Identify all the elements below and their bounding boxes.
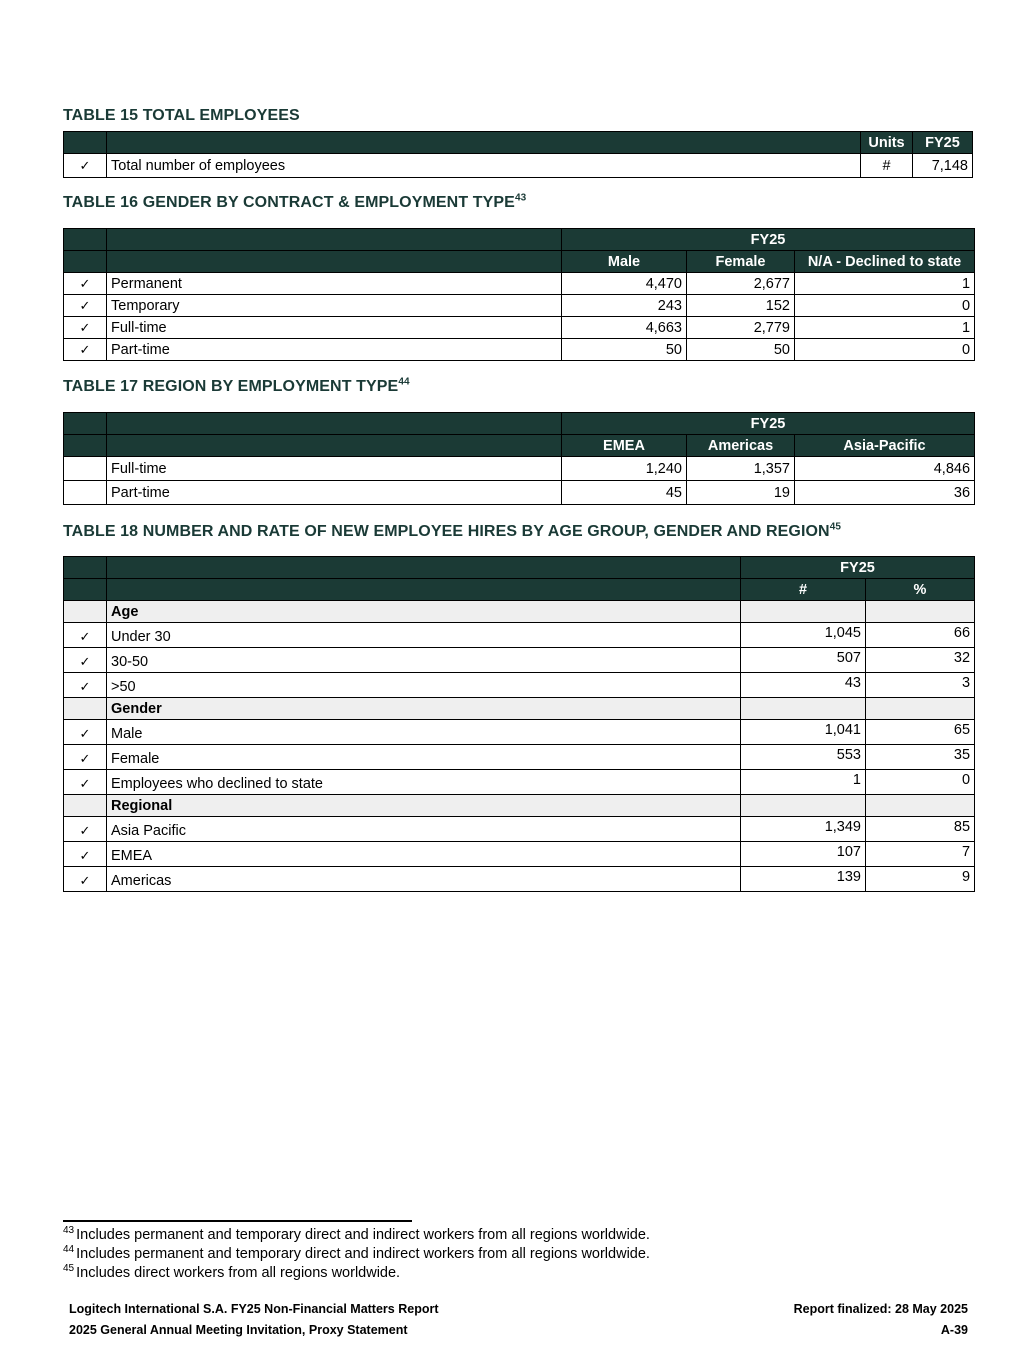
table-row: ✓ 30-50 507 32 bbox=[64, 648, 975, 673]
check-icon: ✓ bbox=[64, 339, 107, 361]
table-row: ✓ >50 43 3 bbox=[64, 673, 975, 698]
section-row-age: Age bbox=[64, 601, 975, 623]
table-15-title: TABLE 15 TOTAL EMPLOYEES bbox=[63, 107, 300, 124]
table-row: ✓ Permanent 4,470 2,677 1 bbox=[64, 273, 975, 295]
check-icon: ✓ bbox=[64, 770, 107, 795]
check-icon: ✓ bbox=[64, 317, 107, 339]
table-18-title: TABLE 18 NUMBER AND RATE OF NEW EMPLOYEE HIRES BY AGE GROUP, GENDER AND REGION$^{45}$ bbox=[63, 521, 842, 540]
period-header: FY25 bbox=[562, 413, 975, 435]
page-number: A-39 bbox=[940, 1323, 968, 1337]
header-fy25: FY25 bbox=[913, 132, 973, 154]
period-header: FY25 bbox=[741, 557, 975, 579]
section-row-regional: Regional bbox=[64, 795, 975, 817]
check-icon: ✓ bbox=[64, 867, 107, 892]
check-icon: ✓ bbox=[64, 817, 107, 842]
table-row: ✓ Temporary 243 152 0 bbox=[64, 295, 975, 317]
check-icon: ✓ bbox=[64, 295, 107, 317]
table-16-title: TABLE 16 GENDER BY CONTRACT & EMPLOYMENT TYPE$^{43}$ bbox=[63, 192, 527, 211]
table-row: Part-time 45 19 36 bbox=[64, 481, 975, 505]
footer-doc-title: 2025 General Annual Meeting Invitation, Proxy Statement bbox=[69, 1323, 408, 1337]
check-icon: ✓ bbox=[64, 842, 107, 867]
table-row: Full-time 1,240 1,357 4,846 bbox=[64, 457, 975, 481]
table-row: ✓ Americas 139 9 bbox=[64, 867, 975, 892]
table-row: ✓ EMEA 107 7 bbox=[64, 842, 975, 867]
table-17: FY25 EMEA Americas Asia-Pacific Full-time 1,240 1,357 4,846 Part-time 45 19 36 bbox=[63, 412, 975, 505]
table-row: ✓ Asia Pacific 1,349 85 bbox=[64, 817, 975, 842]
footnote-44: $^{44}$ Includes permanent and temporary direct and indirect workers from all regions worldwide. bbox=[63, 1244, 650, 1262]
table-row: ✓ Female 553 35 bbox=[64, 745, 975, 770]
table-row: ✓ Male 1,041 65 bbox=[64, 720, 975, 745]
footer-finalized-date: Report finalized: 28 May 2025 bbox=[793, 1302, 968, 1316]
table-row: ✓ Employees who declined to state 1 0 bbox=[64, 770, 975, 795]
check-icon: ✓ bbox=[64, 623, 107, 648]
table-row: ✓ Part-time 50 50 0 bbox=[64, 339, 975, 361]
footnote-43: $^{43}$ Includes permanent and temporary direct and indirect workers from all regions worldwide. bbox=[63, 1225, 650, 1243]
period-header: FY25 bbox=[562, 229, 975, 251]
footer-report-title: Logitech International S.A. FY25 Non-Financial Matters Report bbox=[69, 1302, 439, 1316]
table-row: ✓ Total number of employees # 7,148 bbox=[64, 154, 973, 178]
check-icon: ✓ bbox=[64, 673, 107, 698]
table-17-title: TABLE 17 REGION BY EMPLOYMENT TYPE$^{44}$ bbox=[63, 376, 410, 395]
footnote-divider bbox=[63, 1220, 412, 1222]
footnote-45: $^{45}$ Includes direct workers from all regions worldwide. bbox=[63, 1263, 401, 1281]
table-16: FY25 Male Female N/A - Declined to state ✓ Permanent 4,470 2,677 1 ✓ Temporary 243 152 0 ✓ Full-time 4,663 2,779 1 ✓ Part-time 50 50 0 bbox=[63, 228, 975, 361]
table-18: FY25 # % Age ✓ Under 30 1,045 66 ✓ 30-50 507 32 ✓ >50 43 3 Gender ✓ Male 1,041 65 ✓ Female 553 35 ✓ Employees who declined to state 1 0 Regional ✓ Asia Pacific 1,349 85 ✓ EMEA 107 7 ✓ Americas 139 9 bbox=[63, 556, 975, 892]
check-icon: ✓ bbox=[64, 154, 107, 178]
check-icon: ✓ bbox=[64, 720, 107, 745]
table-row: ✓ Full-time 4,663 2,779 1 bbox=[64, 317, 975, 339]
check-icon: ✓ bbox=[64, 745, 107, 770]
table-15 bbox=[63, 131, 973, 178]
check-icon: ✓ bbox=[64, 648, 107, 673]
section-row-gender: Gender bbox=[64, 698, 975, 720]
check-icon: ✓ bbox=[64, 273, 107, 295]
table-row: ✓ Under 30 1,045 66 bbox=[64, 623, 975, 648]
header-units: Units bbox=[861, 132, 913, 154]
